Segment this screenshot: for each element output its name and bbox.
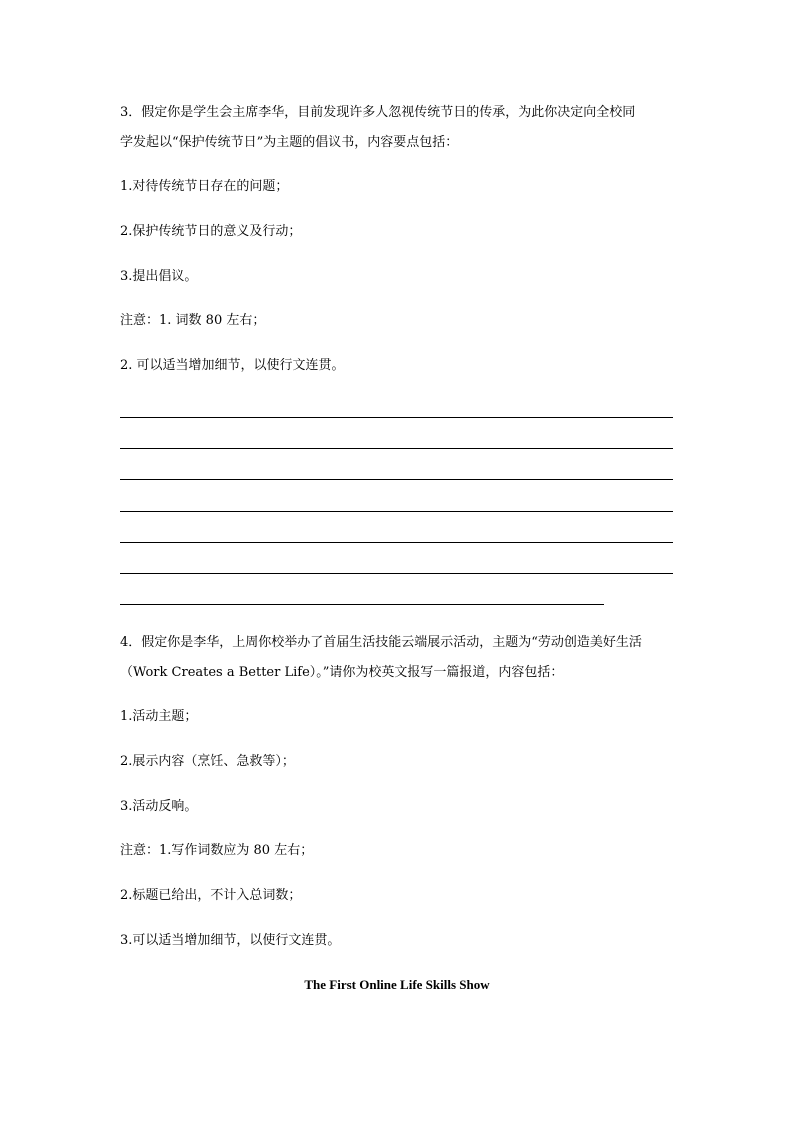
q4-intro-line-2: （Work Creates a Better Life）。”请你为校英文报写一篇报道，内容包括： xyxy=(120,665,564,680)
answer-line xyxy=(120,542,673,543)
essay-title: The First Online Life Skills Show xyxy=(304,977,490,992)
q4-point-2: 2.展示内容（烹饪、急救等）； xyxy=(120,754,295,769)
answer-line xyxy=(120,417,673,418)
answer-line xyxy=(120,573,673,574)
q3-intro-line-1: 3．假定你是学生会主席李华，目前发现许多人忽视传统节日的传承，为此你决定向全校同 xyxy=(120,105,636,120)
q4-point-1: 1.活动主题； xyxy=(120,709,198,724)
answer-line xyxy=(120,511,673,512)
q3-note-2: 2. 可以适当增加细节，以使行文连贯。 xyxy=(120,358,345,373)
q4-note-3: 3.可以适当增加细节，以使行文连贯。 xyxy=(120,933,341,948)
q4-intro-line-1: 4．假定你是李华，上周你校举办了首届生活技能云端展示活动，主题为“劳动创造美好生活 xyxy=(120,635,642,650)
q3-point-1: 1.对待传统节日存在的问题； xyxy=(120,179,289,194)
answer-line xyxy=(120,604,604,605)
q4-note-1: 注意：1.写作词数应为 80 左右； xyxy=(120,843,314,858)
q4-note-2: 2.标题已给出，不计入总词数； xyxy=(120,888,302,903)
q3-point-2: 2.保护传统节日的意义及行动； xyxy=(120,224,302,239)
answer-line xyxy=(120,479,673,480)
answer-line xyxy=(120,448,673,449)
q4-point-3: 3.活动反响。 xyxy=(120,799,198,814)
q3-note-1: 注意：1. 词数 80 左右； xyxy=(120,313,266,328)
q3-point-3: 3.提出倡议。 xyxy=(120,269,198,284)
q3-intro-line-2: 学发起以“保护传统节日”为主题的倡议书，内容要点包括： xyxy=(120,135,459,150)
